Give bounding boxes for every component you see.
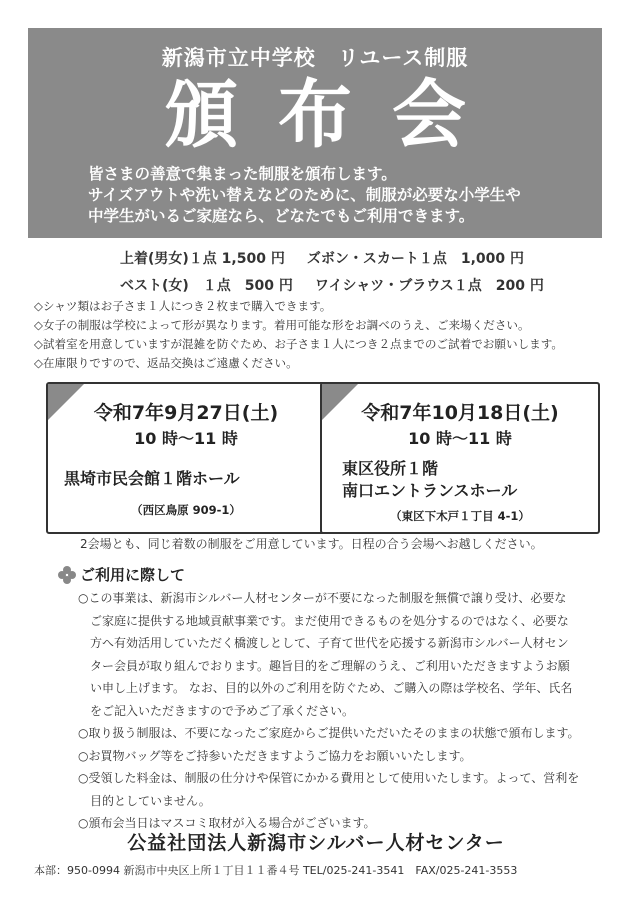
price-vest: ベスト(女) １点 500 円	[120, 278, 293, 294]
price-list	[120, 246, 590, 300]
usage-line: ○頒布会当日はマスコミ取材が入る場合がございます。	[78, 816, 376, 830]
price-pants-skirt: ズボン・スカート１点 1,000 円	[306, 251, 524, 267]
usage-heading	[58, 564, 185, 585]
usage-line: ター会員が取り組んでおります。趣旨目的をご理解のうえ、ご利用いただきますようお願	[90, 658, 570, 673]
usage-line: ○この事業は、新潟市シルバー人材センターが不要になった制服を無償で譲り受け、必要な	[78, 591, 567, 605]
event-time: 10 時～11 時	[408, 429, 512, 448]
organization-address: 本部：950-0994 新潟市中央区上所１丁目１１番４号 TEL/025-241-3541 FAX/025-241-3553	[34, 864, 518, 877]
event-address: （東区下木戸１丁目 4-1）	[390, 509, 530, 523]
usage-list	[78, 587, 598, 835]
usage-line: ○受領した料金は、制服の仕分けや保管にかかる費用として使用いたします。よって、営利を	[78, 771, 580, 785]
note-item: ◇シャツ類はお子さま１人につき２枚まで購入できます。	[34, 299, 332, 313]
organization-name: 公益社団法人新潟市シルバー人材センター	[127, 832, 505, 854]
note-item: ◇女子の制服は学校によって形が異なります。着用可能な形をお調べのうえ、ご来場ください。	[34, 318, 530, 332]
intro-text	[88, 164, 598, 227]
event-card-1	[46, 382, 326, 534]
header-banner	[28, 28, 602, 238]
usage-heading-text: ご利用に際して	[80, 566, 186, 584]
venue-line: 黒埼市民会館１階ホール	[64, 469, 240, 488]
intro-line: 中学生がいるご家庭なら、どなたでもご利用できます。	[88, 207, 475, 225]
venue-line: 東区役所１階	[342, 459, 439, 478]
intro-line: サイズアウトや洗い替えなどのために、制服が必要な小学生や	[88, 186, 521, 204]
event-date: 令和7年10月18日(土)	[361, 402, 559, 424]
price-row	[120, 246, 590, 273]
note-item: ◇試着室を用意していますが混雑を防ぐため、お子さま１人につき２点までのご試着でお願いします。	[34, 337, 564, 351]
clover-icon	[58, 566, 76, 584]
usage-line: ○取り扱う制服は、不要になったご家庭からご提供いただいたそのままの状態で頒布します。	[78, 726, 580, 740]
usage-line: をご記入いただきますので予めご了承ください。	[90, 703, 355, 718]
price-shirt-blouse: ワイシャツ・ブラウス１点 200 円	[314, 278, 544, 294]
intro-line: 皆さまの善意で集まった制服を頒布します。	[88, 165, 397, 183]
event-time: 10 時～11 時	[134, 429, 238, 448]
usage-line: ご家庭に提供する地域貢献事業です。まだ使用できるものを処分するのではなく、必要な	[90, 613, 569, 628]
usage-line: 方へ有効活用していただく橋渡しとして、子育て世代を応援する新潟市シルバー人材セン	[90, 636, 569, 650]
venue-note: 2会場とも、同じ着数の制服をご用意しています。日程の合う会場へお越しください。	[80, 537, 543, 551]
venue-line: 南口エントランスホール	[342, 481, 518, 500]
event-venue	[64, 468, 240, 490]
price-jacket: 上着(男女)１点 1,500 円	[120, 251, 285, 267]
main-title: 頒布会	[164, 72, 506, 158]
usage-line: ○お買物バッグ等をご持参いただきますようご協力をお願いいたします。	[78, 748, 472, 763]
subtitle: 新潟市立中学校 リユース制服	[161, 46, 469, 70]
note-item: ◇在庫限りですので、返品交換はご遠慮ください。	[34, 356, 298, 370]
event-date: 令和7年9月27日(土)	[93, 402, 279, 424]
event-address: （西区鳥原 909-1）	[131, 503, 241, 517]
event-card-2	[320, 382, 600, 534]
usage-line: 目的としていません。	[90, 793, 211, 808]
notes-list	[34, 297, 614, 373]
usage-line: い申し上げます。 なお、目的以外のご利用を防ぐため、ご購入の際は学校名、学年、氏名	[90, 681, 573, 695]
event-venue	[342, 458, 517, 502]
price-row	[120, 273, 590, 300]
